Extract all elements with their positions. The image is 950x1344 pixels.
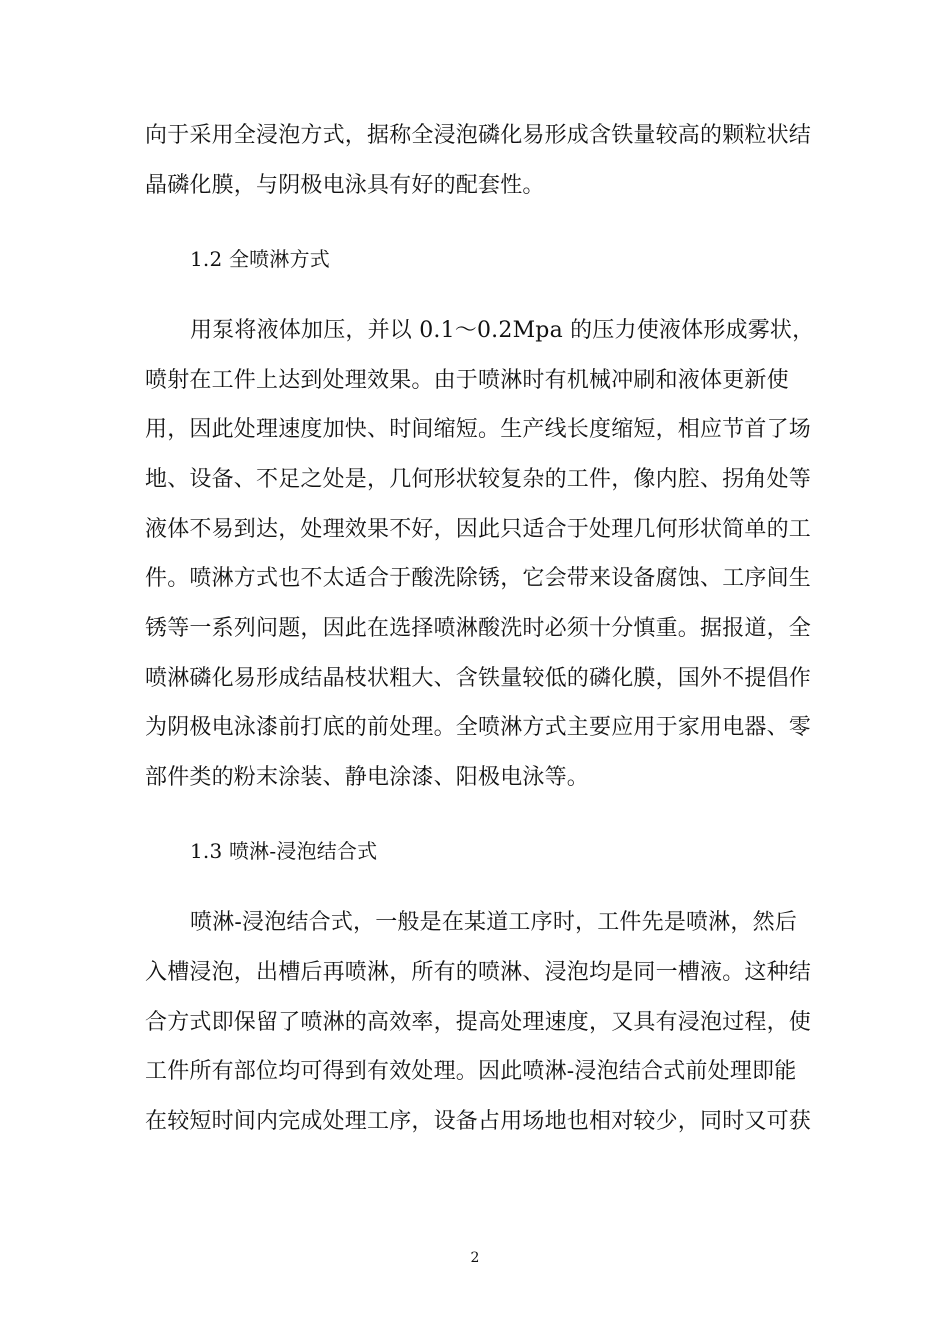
- paragraph-line: 用泵将液体加压，并以 0.1～0.2Mpa 的压力使液体形成雾状，: [190, 318, 815, 343]
- page-number: 2: [470, 1250, 480, 1266]
- paragraph-line: 喷淋磷化易形成结晶枝状粗大、含铁量较低的磷化膜，国外不提倡作: [145, 666, 812, 691]
- paragraph-line: 地、设备、不足之处是，几何形状较复杂的工件，像内腔、拐角处等: [145, 467, 812, 492]
- paragraph-line: 部件类的粉末涂装、静电涂漆、阳极电泳等。: [145, 765, 590, 790]
- paragraph-line: 入槽浸泡，出槽后再喷淋，所有的喷淋、浸泡均是同一槽液。这种结: [145, 960, 812, 985]
- paragraph-line: 工件所有部位均可得到有效处理。因此喷淋-浸泡结合式前处理即能: [145, 1059, 797, 1084]
- paragraph-line: 喷射在工件上达到处理效果。由于喷淋时有机械冲刷和液体更新使: [145, 368, 789, 393]
- paragraph-line: 在较短时间内完成处理工序，设备占用场地也相对较少，同时又可获: [145, 1109, 812, 1134]
- paragraph-line: 晶磷化膜，与阴极电泳具有好的配套性。: [145, 173, 545, 198]
- paragraph-line: 合方式即保留了喷淋的高效率，提高处理速度，又具有浸泡过程，使: [145, 1010, 812, 1035]
- paragraph-line: 锈等一系列问题，因此在选择喷淋酸洗时必须十分慎重。据报道，全: [145, 616, 812, 641]
- paragraph-line: 喷淋-浸泡结合式，一般是在某道工序时，工件先是喷淋，然后: [190, 910, 798, 935]
- paragraph-line: 为阴极电泳漆前打底的前处理。全喷淋方式主要应用于家用电器、零: [145, 715, 812, 740]
- paragraph-line: 向于采用全浸泡方式，据称全浸泡磷化易形成含铁量较高的颗粒状结: [145, 123, 812, 148]
- paragraph-line: 件。喷淋方式也不太适合于酸洗除锈，它会带来设备腐蚀、工序间生: [145, 566, 812, 591]
- section-heading-1-2: 1.2 全喷淋方式: [190, 247, 330, 271]
- paragraph-line: 用，因此处理速度加快、时间缩短。生产线长度缩短，相应节首了场: [145, 417, 812, 442]
- paragraph-line: 液体不易到达，处理效果不好，因此只适合于处理几何形状简单的工: [145, 517, 812, 542]
- section-heading-1-3: 1.3 喷淋-浸泡结合式: [190, 839, 378, 863]
